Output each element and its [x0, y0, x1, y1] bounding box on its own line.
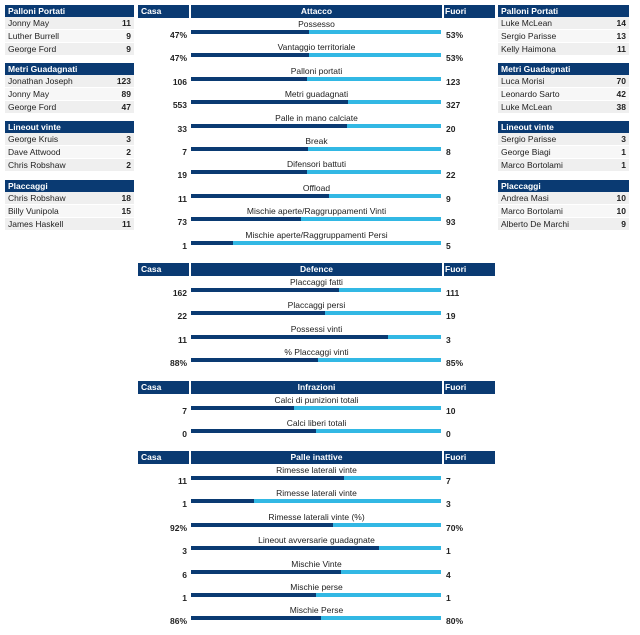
- player-name: George Kruis: [8, 134, 59, 144]
- stat-row: [138, 206, 495, 228]
- stat-label: Mischie aperte/Raggruppamenti Vinti: [246, 206, 387, 217]
- stat-label: Mischie Vinte: [291, 558, 342, 569]
- home-share-bar: [191, 53, 309, 57]
- panel-rows: [5, 17, 134, 56]
- comparison-bar: [191, 147, 441, 151]
- player-name: Kelly Haimona: [501, 44, 556, 54]
- player-name: Sergio Parisse: [501, 134, 557, 144]
- panel-title: Placcaggi: [5, 180, 134, 192]
- away-value: 80%: [446, 616, 464, 627]
- away-value: 9: [446, 193, 451, 204]
- player-name: Luther Burrell: [8, 31, 60, 41]
- stat-label: Possesso: [298, 19, 335, 29]
- player-value: 11: [122, 18, 131, 28]
- player-value: 18: [121, 193, 131, 203]
- panel-rows: [498, 133, 629, 172]
- stat-row: [138, 230, 495, 252]
- away-value: 1: [446, 546, 451, 557]
- comparison-bar: [191, 476, 441, 480]
- home-team-label: Casa: [141, 264, 162, 274]
- comparison-bar: [191, 616, 441, 620]
- player-name: Sergio Parisse: [501, 31, 557, 41]
- stat-label: % Placcaggi vinti: [284, 347, 349, 358]
- panel-title: Lineout vinte: [498, 121, 629, 133]
- player-row: [5, 43, 134, 56]
- stat-label: Palle in mano calciate: [275, 112, 358, 123]
- home-share-bar: [191, 546, 379, 550]
- away-value: 53%: [446, 53, 464, 64]
- away-value: 22: [446, 170, 456, 181]
- panel-title: Metri Guadagnati: [5, 63, 134, 75]
- home-value: 92%: [169, 522, 187, 533]
- comparison-bar: [191, 241, 441, 245]
- player-row: [5, 218, 134, 231]
- away-value: 53%: [446, 30, 464, 40]
- comparison-bar: [191, 124, 441, 128]
- home-value: 11: [178, 476, 187, 486]
- section-title: Defence: [299, 264, 334, 274]
- header-divider: [442, 381, 444, 394]
- home-share-bar: [191, 77, 307, 81]
- player-name: Jonathan Joseph: [8, 76, 73, 86]
- panel-title: Palloni Portati: [5, 5, 134, 17]
- stat-row: [138, 300, 495, 322]
- home-value: 6: [182, 569, 187, 580]
- home-share-bar: [191, 616, 321, 620]
- home-value: 1: [182, 499, 187, 510]
- comparison-bar: [191, 499, 441, 503]
- home-share-bar: [191, 570, 341, 574]
- stat-row: [138, 159, 495, 181]
- away-value: 111: [446, 288, 460, 298]
- player-value: 3: [621, 134, 626, 144]
- home-value: 3: [182, 546, 187, 557]
- home-panel-2: [5, 63, 134, 114]
- player-row: [5, 88, 134, 101]
- away-value: 4: [446, 569, 451, 580]
- player-row: [498, 159, 629, 172]
- stat-row: [138, 183, 495, 205]
- player-value: 123: [116, 76, 131, 86]
- player-row: [498, 17, 629, 30]
- home-value: 11: [178, 334, 187, 345]
- player-value: 11: [617, 44, 626, 54]
- stat-row: [138, 136, 495, 158]
- player-value: 13: [616, 31, 626, 41]
- home-share-bar: [191, 406, 294, 410]
- home-value: 1: [182, 593, 187, 603]
- home-share-bar: [191, 100, 348, 104]
- player-name: Andrea Masi: [501, 193, 549, 203]
- home-share-bar: [191, 311, 325, 315]
- player-name: Luca Morisi: [501, 76, 545, 86]
- comparison-bar: [191, 288, 441, 292]
- player-value: 42: [616, 89, 626, 99]
- player-value: 10: [616, 193, 626, 203]
- comparison-bar: [191, 100, 441, 104]
- stat-row: [138, 42, 495, 64]
- stat-label: Lineout avversarie guadagnate: [258, 535, 375, 546]
- player-value: 1: [621, 147, 626, 157]
- stat-label: Metri guadagnati: [284, 89, 349, 100]
- comparison-bar: [191, 170, 441, 174]
- player-row: [498, 133, 629, 146]
- panel-rows: [5, 192, 134, 231]
- player-row: [5, 192, 134, 205]
- home-panel-1: [5, 5, 134, 56]
- stat-row: [138, 582, 495, 604]
- home-share-bar: [191, 593, 316, 597]
- player-row: [5, 205, 134, 218]
- home-value: 7: [182, 406, 187, 416]
- away-value: 0: [446, 429, 451, 440]
- player-value: 15: [121, 206, 131, 216]
- home-value: 1: [182, 240, 187, 251]
- stat-row: [138, 512, 495, 534]
- player-name: Chris Robshaw: [8, 193, 66, 203]
- stat-row: [138, 66, 495, 88]
- panel-rows: [498, 192, 629, 231]
- home-share-bar: [191, 335, 388, 339]
- stat-row: [138, 559, 495, 581]
- home-value: 22: [177, 311, 187, 322]
- away-value: 1: [446, 593, 451, 603]
- player-name: James Haskell: [8, 219, 64, 229]
- player-row: [498, 146, 629, 159]
- stat-label: Mischie aperte/Raggruppamenti Persi: [245, 229, 388, 240]
- home-share-bar: [191, 124, 347, 128]
- player-value: 10: [616, 206, 626, 216]
- player-row: [5, 101, 134, 114]
- player-name: George Ford: [8, 102, 57, 112]
- player-row: [498, 30, 629, 43]
- stat-row: [138, 535, 495, 557]
- player-value: 2: [126, 147, 131, 157]
- away-value: 3: [446, 334, 451, 345]
- away-value: 8: [446, 147, 451, 157]
- home-value: 86%: [169, 616, 187, 627]
- player-row: [5, 17, 134, 30]
- player-row: [498, 101, 629, 114]
- player-row: [5, 30, 134, 43]
- home-share-bar: [191, 523, 333, 527]
- stat-label: Rimesse laterali vinte: [276, 488, 357, 499]
- player-name: Luke McLean: [501, 18, 553, 28]
- player-value: 38: [616, 102, 626, 112]
- player-name: Chris Robshaw: [8, 160, 66, 170]
- player-row: [498, 43, 629, 56]
- home-value: 7: [182, 147, 187, 157]
- panel-title: Placcaggi: [498, 180, 629, 192]
- comparison-bar: [191, 194, 441, 198]
- player-value: 89: [121, 89, 131, 99]
- home-value: 88%: [169, 358, 187, 369]
- home-value: 73: [177, 217, 187, 228]
- stat-label: Rimesse laterali vinte (%): [268, 511, 365, 522]
- header-divider: [189, 5, 191, 18]
- home-value: 106: [172, 76, 187, 87]
- home-share-bar: [191, 288, 339, 292]
- player-name: Marco Bortolami: [501, 206, 563, 216]
- player-value: 9: [126, 44, 131, 54]
- home-value: 162: [172, 288, 187, 298]
- comparison-bar: [191, 335, 441, 339]
- panel-title: Lineout vinte: [5, 121, 134, 133]
- away-value: 20: [446, 123, 456, 134]
- panel-rows: [5, 75, 134, 114]
- comparison-bar: [191, 570, 441, 574]
- stat-label: Calci di punizioni totali: [274, 395, 359, 405]
- home-value: 33: [177, 123, 187, 134]
- away-value: 5: [446, 240, 451, 251]
- player-value: 1: [621, 160, 626, 170]
- home-value: 47%: [169, 30, 187, 40]
- away-value: 327: [446, 100, 461, 111]
- stat-row: [138, 113, 495, 135]
- home-value: 11: [178, 193, 187, 204]
- player-row: [498, 205, 629, 218]
- away-panel-1: [498, 5, 629, 56]
- comparison-bar: [191, 217, 441, 221]
- home-value: 553: [172, 100, 187, 111]
- player-name: Alberto De Marchi: [501, 219, 570, 229]
- header-divider: [189, 451, 191, 464]
- stat-row: [138, 605, 495, 627]
- home-panel-3: [5, 121, 134, 172]
- section-header-attacco: [138, 5, 495, 18]
- stat-label: Difensori battuti: [286, 159, 347, 170]
- home-value: 0: [182, 429, 187, 440]
- player-name: George Biagi: [501, 147, 551, 157]
- player-row: [498, 75, 629, 88]
- player-row: [5, 133, 134, 146]
- player-name: Dave Attwood: [8, 147, 61, 157]
- player-name: Jonny May: [8, 18, 50, 28]
- player-value: 11: [122, 219, 131, 229]
- stat-row: [138, 324, 495, 346]
- panel-rows: [5, 133, 134, 172]
- header-divider: [442, 263, 444, 276]
- stat-label: Break: [305, 136, 328, 146]
- away-value: 19: [446, 311, 456, 322]
- home-share-bar: [191, 241, 233, 245]
- comparison-bar: [191, 593, 441, 597]
- away-panel-4: [498, 180, 629, 231]
- player-name: Jonny May: [8, 89, 50, 99]
- header-divider: [442, 5, 444, 18]
- section-title: Infrazioni: [297, 382, 336, 392]
- stat-label: Possessi vinti: [290, 323, 343, 334]
- comparison-bar: [191, 523, 441, 527]
- comparison-bar: [191, 429, 441, 433]
- home-share-bar: [191, 476, 344, 480]
- panel-rows: [498, 75, 629, 114]
- player-value: 9: [126, 31, 131, 41]
- section-title: Palle inattive: [290, 452, 343, 462]
- home-panel-4: [5, 180, 134, 231]
- player-name: Luke McLean: [501, 102, 553, 112]
- stat-row: [138, 465, 495, 487]
- stat-row: [138, 347, 495, 369]
- player-row: [5, 146, 134, 159]
- away-value: 10: [446, 406, 456, 416]
- stat-row: [138, 395, 495, 417]
- away-team-label: Fuori: [445, 6, 467, 16]
- section-header-infrazioni: [138, 381, 495, 394]
- stat-label: Vantaggio territoriale: [277, 42, 356, 53]
- home-team-label: Casa: [141, 382, 162, 392]
- player-row: [498, 192, 629, 205]
- stat-label: Calci liberi totali: [286, 418, 347, 429]
- home-team-label: Casa: [141, 6, 162, 16]
- section-header-palle-inattive: [138, 451, 495, 464]
- stat-label: Placcaggi fatti: [290, 277, 343, 287]
- away-team-label: Fuori: [445, 452, 467, 462]
- stat-row: [138, 418, 495, 440]
- player-value: 3: [126, 134, 131, 144]
- stat-row: [138, 89, 495, 111]
- comparison-bar: [191, 358, 441, 362]
- comparison-bar: [191, 53, 441, 57]
- player-value: 2: [126, 160, 131, 170]
- stat-row: [138, 277, 495, 299]
- away-value: 123: [446, 76, 461, 87]
- player-name: Leonardo Sarto: [501, 89, 560, 99]
- home-share-bar: [191, 170, 307, 174]
- home-share-bar: [191, 499, 254, 503]
- panel-title: Palloni Portati: [498, 5, 629, 17]
- stat-label: Placcaggi persi: [287, 300, 346, 311]
- section-title: Attacco: [300, 6, 333, 16]
- home-share-bar: [191, 217, 301, 221]
- player-name: Marco Bortolami: [501, 160, 563, 170]
- header-divider: [442, 451, 444, 464]
- stat-label: Offload: [302, 182, 331, 193]
- player-row: [498, 88, 629, 101]
- home-share-bar: [191, 358, 318, 362]
- header-divider: [189, 381, 191, 394]
- home-share-bar: [191, 30, 309, 34]
- home-team-label: Casa: [141, 452, 162, 462]
- section-header-defence: [138, 263, 495, 276]
- away-panel-2: [498, 63, 629, 114]
- player-value: 70: [616, 76, 626, 86]
- away-value: 7: [446, 476, 451, 486]
- comparison-bar: [191, 406, 441, 410]
- comparison-bar: [191, 311, 441, 315]
- away-value: 70%: [446, 522, 464, 533]
- player-value: 9: [621, 219, 626, 229]
- home-value: 19: [177, 170, 187, 181]
- away-value: 93: [446, 217, 456, 228]
- away-team-label: Fuori: [445, 382, 467, 392]
- away-value: 3: [446, 499, 451, 510]
- away-panel-3: [498, 121, 629, 172]
- panel-title: Metri Guadagnati: [498, 63, 629, 75]
- home-value: 47%: [169, 53, 187, 64]
- header-divider: [189, 263, 191, 276]
- stat-label: Mischie Perse: [289, 605, 344, 616]
- stat-row: [138, 19, 495, 41]
- home-share-bar: [191, 429, 316, 433]
- panel-rows: [498, 17, 629, 56]
- stat-row: [138, 488, 495, 510]
- comparison-bar: [191, 546, 441, 550]
- player-name: George Ford: [8, 44, 57, 54]
- player-row: [5, 159, 134, 172]
- home-share-bar: [191, 147, 308, 151]
- player-value: 14: [616, 18, 626, 28]
- player-row: [5, 75, 134, 88]
- away-value: 85%: [446, 358, 464, 369]
- player-value: 47: [121, 102, 131, 112]
- comparison-bar: [191, 77, 441, 81]
- away-team-label: Fuori: [445, 264, 467, 274]
- player-name: Billy Vunipola: [8, 206, 59, 216]
- player-row: [498, 218, 629, 231]
- home-share-bar: [191, 194, 329, 198]
- stat-label: Palloni portati: [290, 65, 343, 76]
- stat-label: Rimesse laterali vinte: [276, 465, 357, 475]
- stat-label: Mischie perse: [290, 582, 343, 592]
- comparison-bar: [191, 30, 441, 34]
